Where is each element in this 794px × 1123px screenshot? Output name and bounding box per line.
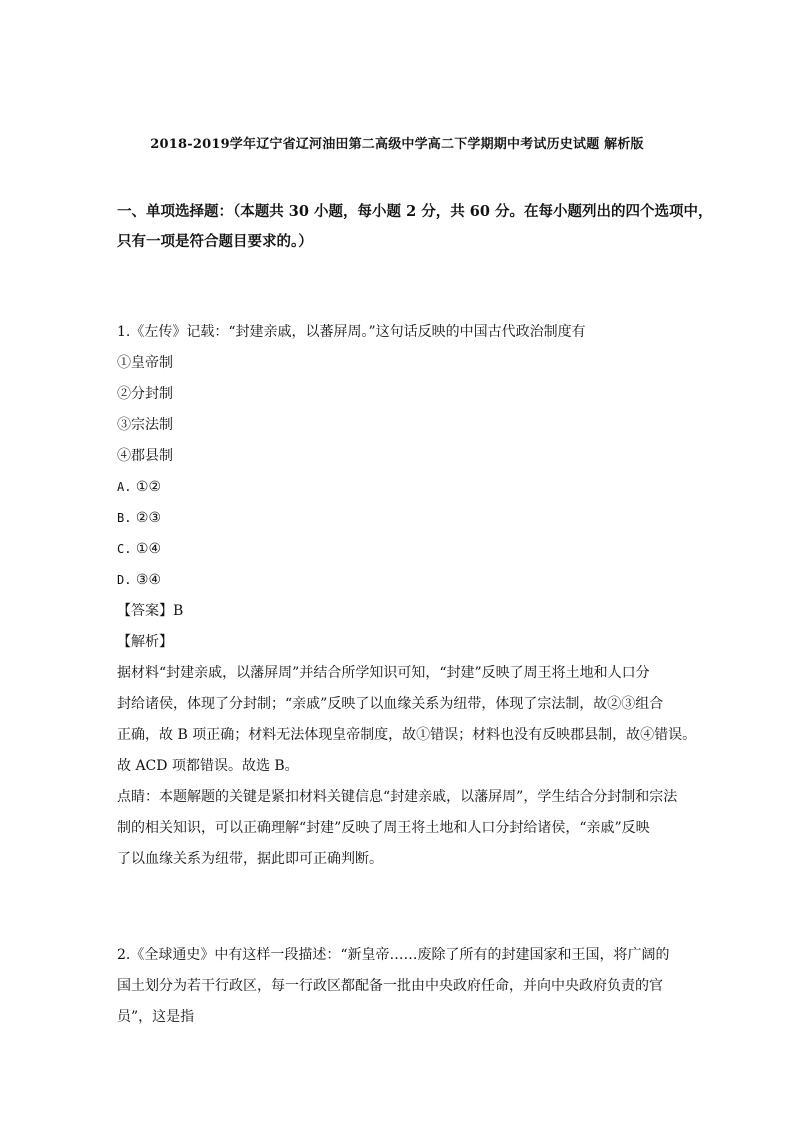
question-1-option-d — [117, 565, 677, 596]
comment-line: 点睛：本题解题的关键是紧扣材料关键信息“封建亲戚，以藩屏周”，学生结合分封制和宗法 — [117, 789, 678, 805]
option-text: ①② — [135, 479, 162, 495]
question-2-stem-line: 2.《全球通史》中有这样一段描述：“新皇帝……废除了所有的封建国家和王国，将广阔的 — [117, 947, 670, 963]
section-heading-line-2: 只有一项是符合题目要求的。） — [117, 233, 313, 250]
analysis-line: 封给诸侯，体现了分封制；“亲戚”反映了以血缘关系为纽带，体现了宗法制，故②③组合 — [117, 696, 664, 712]
option-letter: B. — [117, 511, 132, 525]
question-1 — [117, 317, 697, 875]
question-1-option-b — [117, 503, 677, 534]
document-title: 2018-2019学年辽宁省辽河油田第二高级中学高二下学期期中考试历史试题 解析版 — [150, 137, 644, 152]
question-2-stem-line: 员”，这是指 — [117, 1009, 195, 1025]
question-1-item: ②分封制 — [117, 386, 173, 402]
question-1-item: ①皇帝制 — [117, 355, 173, 371]
answer-label: 【答案】B — [117, 603, 184, 619]
option-text: ①④ — [135, 541, 162, 557]
question-1-stem: 1.《左传》记载：“封建亲戚，以蕃屏周。”这句话反映的中国古代政治制度有 — [117, 324, 586, 340]
question-2 — [117, 940, 677, 1033]
analysis-line: 故 ACD 项都错误。故选 B。 — [117, 758, 299, 774]
analysis-line: 正确，故 B 项正确；材料无法体现皇帝制度，故①错误；材料也没有反映郡县制，故④错误。 — [117, 727, 697, 743]
analysis-line: 据材料“封建亲戚，以藩屏周”并结合所学知识可知，“封建”反映了周王将土地和人口分 — [117, 665, 650, 681]
question-1-option-c — [117, 534, 677, 565]
comment-line: 制的相关知识，可以正确理解“封建”反映了周王将土地和人口分封给诸侯，“亲戚”反映 — [117, 820, 650, 836]
option-letter: A. — [117, 480, 132, 494]
analysis-label: 【解析】 — [117, 634, 173, 650]
section-heading — [117, 197, 713, 257]
question-1-item: ④郡县制 — [117, 448, 173, 464]
option-letter: C. — [117, 542, 132, 556]
option-text: ②③ — [135, 510, 162, 526]
section-heading-line-1: 一、单项选择题：（本题共 30 小题，每小题 2 分，共 60 分。在每小题列出的四个选项中， — [117, 203, 713, 220]
option-text: ③④ — [135, 572, 162, 588]
question-1-option-a — [117, 472, 677, 503]
option-letter: D. — [117, 573, 132, 587]
comment-line: 了以血缘关系为纽带，据此即可正确判断。 — [117, 851, 383, 867]
question-1-item: ③宗法制 — [117, 417, 173, 433]
question-2-stem-line: 国土划分为若干行政区，每一行政区都配备一批由中央政府任命，并向中央政府负责的官 — [117, 978, 663, 994]
